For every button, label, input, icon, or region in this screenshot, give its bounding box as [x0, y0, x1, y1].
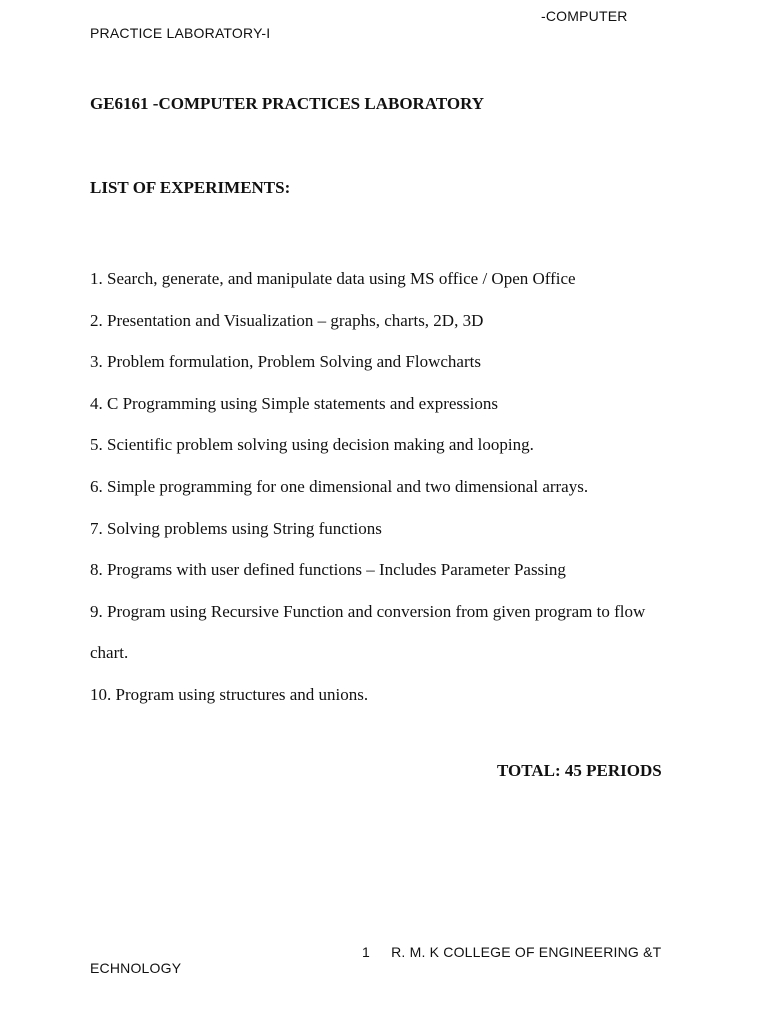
- document-title: GE6161 -COMPUTER PRACTICES LABORATORY: [90, 94, 485, 113]
- list-item: 7. Solving problems using String functions: [90, 518, 382, 538]
- list-item: 9. Program using Recursive Function and conversion from given program to flow chart.: [90, 601, 646, 663]
- list-item: 2. Presentation and Visualization – graphs, charts, 2D, 3D: [90, 310, 484, 330]
- list-heading: LIST OF EXPERIMENTS:: [90, 178, 291, 197]
- header-right-text: -COMPUTER: [541, 8, 628, 24]
- total-periods: TOTAL: 45 PERIODS: [497, 761, 662, 780]
- list-item: 1. Search, generate, and manipulate data using MS office / Open Office: [90, 269, 576, 288]
- header-left-text: PRACTICE LABORATORY-I: [90, 25, 271, 41]
- list-item: 4. C Programming using Simple statements and expressions: [90, 393, 498, 413]
- experiment-list: [90, 258, 680, 716]
- list-item: 10. Program using structures and unions.: [90, 684, 369, 704]
- college-name-line1: R. M. K COLLEGE OF ENGINEERING &T: [391, 944, 662, 960]
- footer-right: [362, 944, 661, 960]
- page-number: 1: [362, 944, 370, 960]
- list-item: 5. Scientific problem solving using decision making and looping.: [90, 435, 534, 455]
- list-item: 3. Problem formulation, Problem Solving and Flowcharts: [90, 352, 481, 372]
- college-name-line2: ECHNOLOGY: [90, 960, 182, 976]
- list-item: 6. Simple programming for one dimensional and two dimensional arrays.: [90, 476, 589, 496]
- list-item: 8. Programs with user defined functions – Includes Parameter Passing: [90, 560, 566, 580]
